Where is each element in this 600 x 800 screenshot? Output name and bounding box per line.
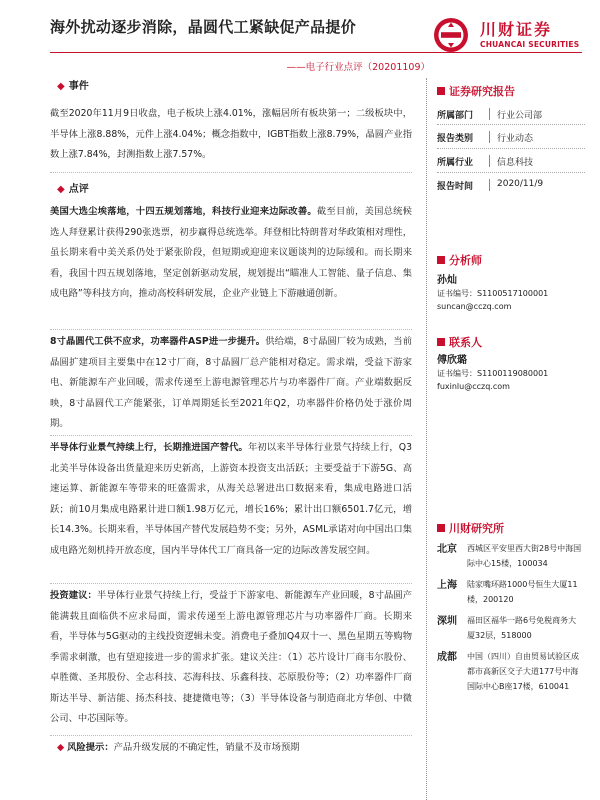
paragraph-lead: 美国大选尘埃落地，十四五规划落地，科技行业迎来边际改善。 [50, 206, 317, 217]
contact-cert: 证书编号：S1100119080001 [437, 369, 549, 378]
section-divider [50, 735, 412, 736]
office-city: 上海 [437, 580, 457, 591]
investment-advice-paragraph: 投资建议：半导体行业景气持续上行，受益于下游家电、新能源车产业回暖，8寸晶圆产能满载且面临供不应求局面，需求传递至上游电源管理芯片与功率器件厂商。长期来看，半导体与5G驱动的主线投资逻辑未变。消费电子叠加Q4双十一、黑色星期五等购物季需求刺激，也有望迎接进一步的需求扩张。建议关注：（1）芯片设计厂商韦尔股份、卓胜微、圣邦股份、全志科技、芯海科技、乐鑫科技、芯原股份等；（2）功率器件厂商斯达半导、新洁能、扬杰科技、捷捷微电等；（3）半导体设备与制造商北方华创、中微公司、中芯国际等。 [50, 590, 412, 724]
paragraph-lead: 8寸晶圆代工供不应求，功率器件ASP进一步提升。 [50, 336, 266, 347]
diamond-bullet-icon: ◆ [57, 81, 65, 92]
company-logo [432, 16, 582, 56]
office-address: 中国（四川）自由贸易试验区成都市高新区交子大道177号中海国际中心B座17楼，610041 [467, 652, 579, 691]
office-address: 西城区平安里西大街28号中海国际中心15楼，100034 [467, 544, 582, 568]
comment-paragraph: 8寸晶圆代工供不应求，功率器件ASP进一步提升。供给端，8寸晶圆厂较为成熟，当前晶圆扩建项目主要集中在12寸厂商，8寸晶圆厂总产能相对稳定。需求端，受益下游家电、新能源车产业回暖，需求传递至上游电源管理芯片与功率器件厂商。产业端数据反映，8寸晶圆代工产能紧张，订单周期延长至2021年Q2，功率器件价格仍处于涨价周期。 [50, 336, 412, 429]
info-key: 报告类别 [437, 134, 474, 144]
info-value: 行业动态 [497, 131, 533, 144]
office-city: 深圳 [437, 616, 457, 627]
info-key: 所属行业 [437, 158, 474, 168]
info-divider [437, 172, 585, 173]
square-bullet-icon [437, 87, 445, 95]
section-divider [50, 172, 412, 173]
report-subtitle: ——电子行业点评（20201109） [286, 62, 430, 73]
info-divider [437, 148, 585, 149]
comment-paragraph: 美国大选尘埃落地，十四五规划落地，科技行业迎来边际改善。截至目前，美国总统候选人拜登累计获得290张选票，初步赢得总统选举。拜登相比特朗普对华政策相对理性，虽长期来看中美关系仍处于紧张阶段，但短期或迎迎来议题谈判的边际缓和。而长期来看，我国十四五规划落地，坚定创新驱动发展，规划提出“瞄准人工智能、量子信息、集成电路”等科技方向，推动高校科研发展，企业产业链上下游融通创新。 [50, 206, 412, 299]
office-city: 成都 [437, 652, 457, 663]
section-divider [50, 435, 412, 436]
event-paragraph: 截至2020年11月9日收盘，电子板块上涨4.01%，涨幅居所有板块第一；二级板块中，半导体上涨8.88%，元件上涨4.04%；概念指数中，IGBT指数上涨8.79%，晶圆产业指数上涨7.84%，封测指数上涨7.57%。 [50, 108, 412, 160]
risk-lead: 风险提示： [67, 742, 114, 753]
square-bullet-icon [437, 524, 445, 532]
info-value: 行业公司部 [497, 108, 542, 121]
company-name-cn: 川财证券 [480, 20, 553, 39]
report-heading: 证券研究报告 [437, 83, 515, 99]
company-name-en: CHUANCAI SECURITIES [480, 40, 580, 49]
analyst-cert: 证书编号：S1100517100001 [437, 289, 549, 298]
analyst-heading: 分析师 [437, 252, 482, 268]
office-address: 福田区福华一路6号免税商务大厦32层，518000 [467, 616, 577, 640]
analyst-email[interactable]: suncan@cczq.com [437, 302, 512, 311]
info-divider [437, 124, 585, 125]
contact-email[interactable]: fuxinlu@cczq.com [437, 382, 510, 391]
contact-name: 傅欣璐 [437, 355, 467, 366]
section-divider [50, 329, 412, 330]
diamond-bullet-icon: ◆ [57, 742, 65, 753]
info-key: 所属部门 [437, 111, 474, 121]
section-heading-comment: ◆ 点评 [57, 184, 89, 195]
diamond-bullet-icon: ◆ [57, 184, 65, 195]
chuancai-logo-icon [432, 16, 470, 54]
office-city: 北京 [437, 544, 457, 555]
column-divider [426, 78, 427, 800]
info-key: 报告时间 [437, 182, 474, 192]
square-bullet-icon [437, 338, 445, 346]
section-heading-event: ◆ 事件 [57, 81, 89, 92]
square-bullet-icon [437, 256, 445, 264]
section-divider [50, 583, 412, 584]
info-value: 2020/11/9 [497, 179, 544, 189]
contact-heading: 联系人 [437, 334, 482, 350]
report-title: 海外扰动逐步消除，晶圆代工紧缺促产品提价 [50, 18, 357, 36]
paragraph-lead: 投资建议： [50, 590, 97, 601]
office-address: 陆家嘴环路1000号恒生大厦11楼，200120 [467, 580, 578, 604]
analyst-name: 孙灿 [437, 275, 457, 286]
paragraph-lead: 半导体行业景气持续上行，长期推进国产替代。 [50, 442, 248, 453]
comment-paragraph: 半导体行业景气持续上行，长期推进国产替代。年初以来半导体行业景气持续上行，Q3北美半导体设备出货量迎来历史新高，上游资本投资支出活跃；主要受益于下游5G、高速运算、新能源车等带来的旺盛需求，从海关总署进出口数据来看，集成电路进口活跃；前10月集成电路累计进口额1.98万亿元，增长16%；累计出口额6501.7亿元，增长14.3%。长期来看，半导体国产替代发展趋势不变；另外，ASML承诺对向中国出口集成电路光刻机持开放态度，国内半导体代工厂商具备一定的边际改善发展空间。 [50, 442, 412, 556]
institute-heading: 川财研究所 [437, 520, 504, 536]
risk-warning: ◆ 风险提示：产品升级发展的不确定性，销量不及市场预期 [57, 742, 300, 753]
info-value: 信息科技 [497, 155, 533, 168]
